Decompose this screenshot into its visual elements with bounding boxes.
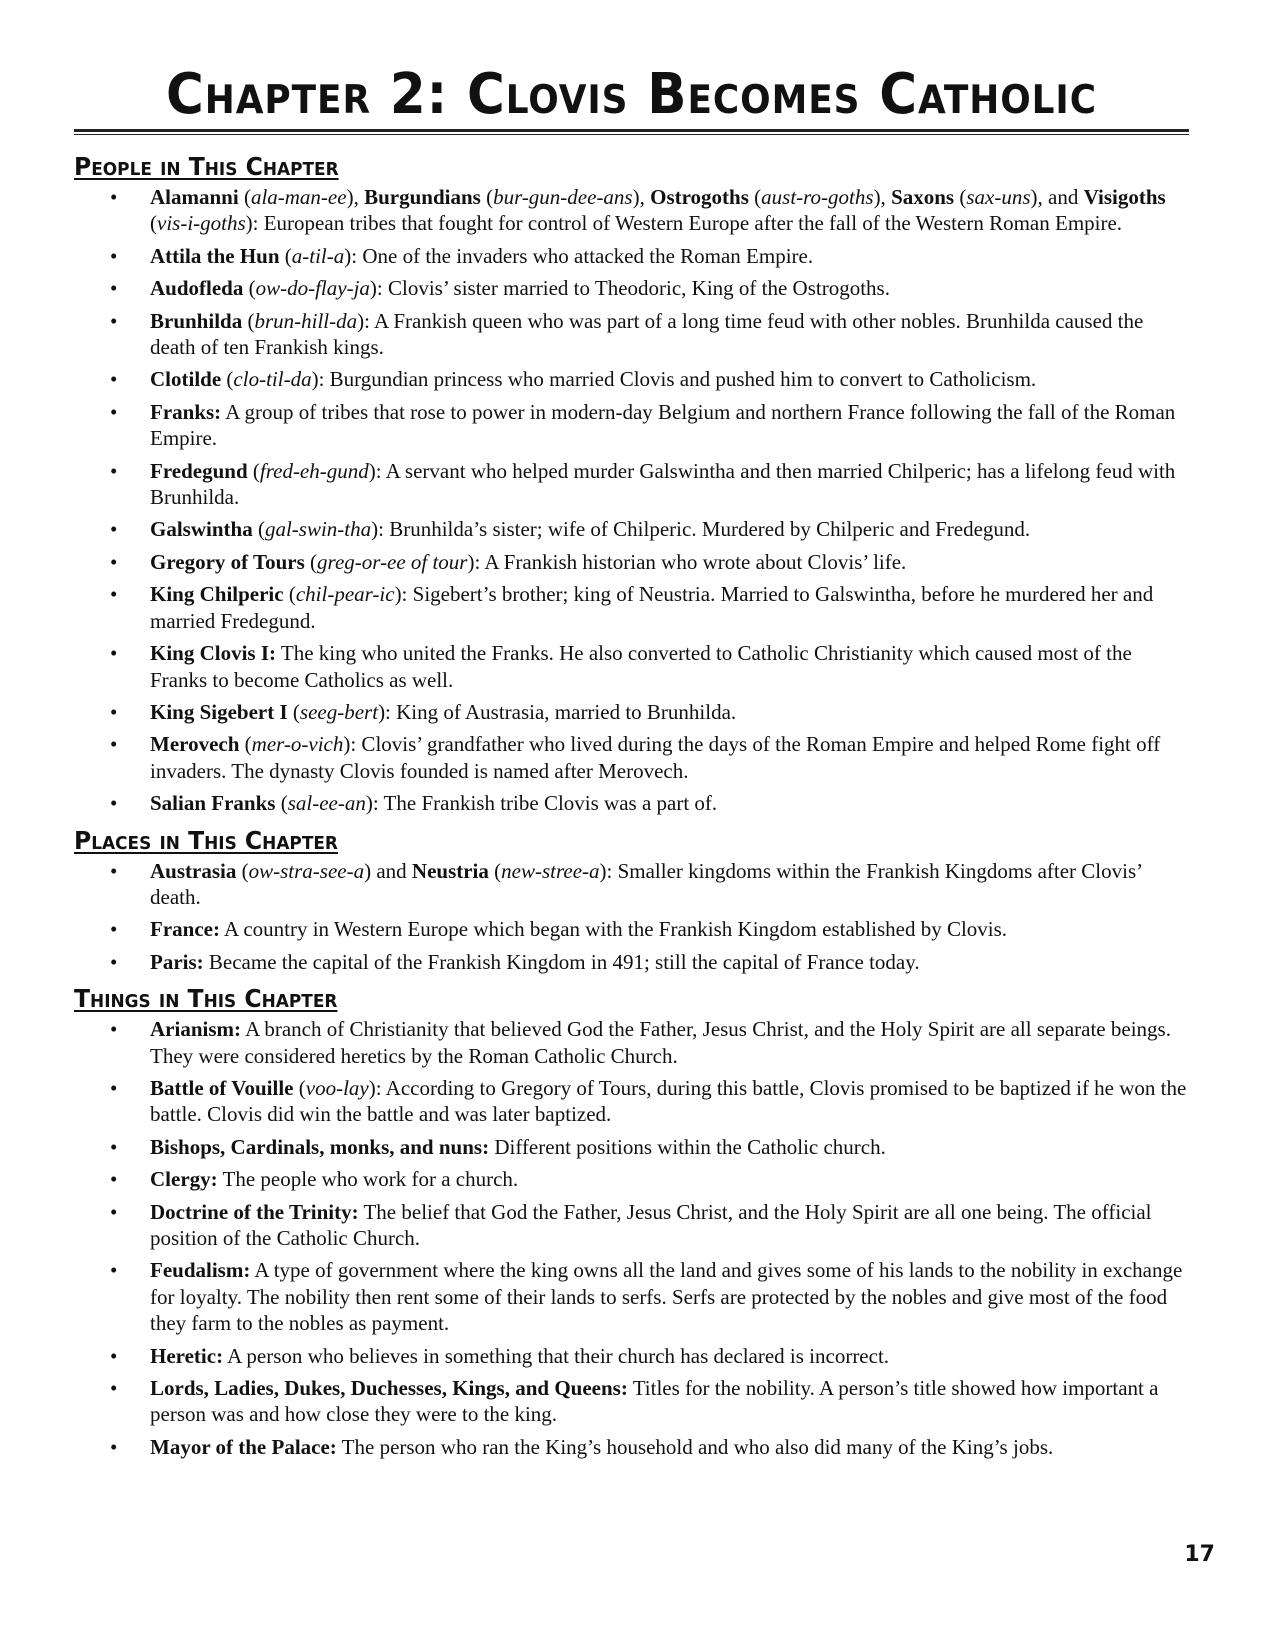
glossary-entry — [74, 399, 1189, 452]
glossary-entry — [74, 699, 1189, 725]
glossary-entry — [74, 1257, 1189, 1336]
entry-pronunciation: sax-uns — [966, 185, 1031, 209]
entry-term: Battle of Vouille — [150, 1075, 294, 1100]
entry-text: ): Clovis’ grandfather who lived during the days of the Roman Empire and helped Rome fight off invaders. The dynasty Clovis founded is named after Merovech. — [150, 732, 1161, 783]
chapter-glossary — [74, 150, 1189, 1467]
bullet-icon: • — [110, 1376, 118, 1401]
entry-text: A branch of Christianity that believed God the Father, Jesus Christ, and the Holy Spirit are all separate beings. They were considered heretics by the Roman Catholic Church. — [150, 1017, 1171, 1068]
entry-text: ( — [221, 367, 234, 392]
entry-text: ): Brunhilda’s sister; wife of Chilperic. Murdered by Chilperic and Fredegund. — [371, 517, 1031, 542]
entry-term: Paris: — [150, 949, 204, 974]
section-heading: People in This Chapter — [74, 152, 339, 181]
entry-text: ): The Frankish tribe Clovis was a part of. — [365, 791, 718, 816]
entry-pronunciation: ow-stra-see-a — [248, 858, 365, 883]
bullet-icon: • — [110, 1134, 118, 1159]
bullet-icon: • — [110, 1199, 118, 1224]
entry-text: A person who believes in something that their church has declared is incorrect. — [223, 1343, 890, 1368]
glossary-entry — [74, 516, 1189, 542]
bullet-icon: • — [110, 1434, 118, 1459]
entry-text: ( — [275, 791, 288, 816]
entry-term: Bishops, Cardinals, monks, and nuns: — [150, 1134, 490, 1159]
bullet-icon: • — [110, 308, 118, 333]
entry-text: The people who work for a church. — [217, 1167, 519, 1192]
glossary-entry — [74, 1375, 1189, 1428]
places-section — [74, 824, 1189, 976]
bullet-icon: • — [110, 458, 118, 483]
glossary-entry — [74, 858, 1189, 911]
entry-term: King Clovis I: — [150, 641, 277, 666]
glossary-entry — [74, 1166, 1189, 1192]
entry-term: Doctrine of the Trinity: — [150, 1199, 359, 1224]
bullet-icon: • — [110, 1343, 118, 1368]
entry-term: King Sigebert I — [150, 699, 288, 724]
entry-text: ): Burgundian princess who married Clovis and pushed him to convert to Catholicism. — [311, 367, 1037, 392]
entry-term: Saxons — [891, 185, 955, 209]
bullet-icon: • — [110, 517, 118, 542]
entry-text: ): A Frankish historian who wrote about Clovis’ life. — [467, 549, 907, 574]
entry-text: A country in Western Europe which began with the Frankish Kingdom established by Clovis. — [219, 917, 1008, 942]
bullet-icon: • — [110, 791, 118, 816]
entry-pronunciation: brun-hill-da — [254, 308, 358, 333]
entry-pronunciation: ow-do-flay-ja — [255, 276, 370, 301]
glossary-entry — [74, 1016, 1189, 1069]
entry-text: ( — [480, 185, 494, 209]
entry-text: The king who united the Franks. He also converted to Catholic Christianity which caused most of the Franks to become Catholics as well. — [150, 641, 1132, 692]
glossary-entry — [74, 1199, 1189, 1252]
entry-term: Visigoths — [1083, 185, 1166, 209]
entry-text: ( — [279, 243, 292, 268]
bullet-icon: • — [110, 367, 118, 392]
entry-text: ( — [252, 517, 265, 542]
entry-text: ): A servant who helped murder Galswintha and then married Chilperic; has a lifelong feud with Brunhilda. — [150, 458, 1176, 510]
entry-text: A type of government where the king owns all the land and gives some of his lands to the nobility in exchange for loyalty. The nobility then rent some of their lands to serfs. Serfs are protected by the nobles and give most of the food they farm to the nobles as payment. — [150, 1258, 1183, 1336]
entry-pronunciation: aust-ro-goths — [761, 185, 874, 209]
entry-term: Franks: — [150, 399, 222, 424]
glossary-entry — [74, 243, 1189, 269]
glossary-entry — [74, 731, 1189, 784]
glossary-entry — [74, 581, 1189, 634]
entry-pronunciation: bur-gun-dee-ans — [493, 185, 633, 209]
bullet-icon: • — [110, 1167, 118, 1192]
bullet-icon: • — [110, 699, 118, 724]
bullet-icon: • — [110, 1258, 118, 1283]
entry-text: ( — [236, 858, 249, 883]
entry-pronunciation: a-til-a — [291, 243, 345, 268]
entry-term: Neustria — [411, 858, 489, 883]
entry-term: Clergy: — [150, 1167, 218, 1192]
entry-text: ( — [150, 211, 157, 236]
glossary-entry — [74, 790, 1189, 816]
bullet-icon: • — [110, 949, 118, 974]
chapter-title: Chapter 2: Clovis Becomes Catholic — [166, 62, 1097, 127]
entry-text: Different positions within the Catholic church. — [489, 1134, 886, 1159]
entry-text: ): European tribes that fought for control of Western Europe after the fall of the Western Roman Empire. — [245, 211, 1123, 236]
title-rule-thin — [74, 134, 1189, 135]
glossary-entry — [74, 916, 1189, 942]
entry-text: Became the capital of the Frankish Kingdom in 491; still the capital of France today. — [203, 949, 920, 974]
entry-text: ( — [242, 308, 255, 333]
page-number: 17 — [1184, 1542, 1215, 1567]
entry-term: Audofleda — [150, 276, 244, 301]
entry-term: Austrasia — [150, 858, 237, 883]
entry-pronunciation: mer-o-vich — [251, 732, 344, 757]
glossary-entry — [74, 1134, 1189, 1160]
entry-text: Titles for the nobility. A person’s title showed how important a person was and how close they were to the king. — [150, 1376, 1159, 1427]
bullet-icon: • — [110, 641, 118, 666]
entry-term: Lords, Ladies, Dukes, Duchesses, Kings, and Queens: — [150, 1376, 628, 1401]
entry-text: ) and — [364, 858, 412, 883]
entry-pronunciation: sal-ee-an — [287, 791, 366, 816]
glossary-entry — [74, 308, 1189, 361]
bullet-icon: • — [110, 399, 118, 424]
title-rule-thick — [74, 129, 1189, 132]
entry-text: ( — [238, 185, 251, 209]
bullet-icon: • — [110, 582, 118, 607]
entry-text: The belief that God the Father, Jesus Christ, and the Holy Spirit are all one being. The official position of the Catholic Church. — [150, 1199, 1152, 1250]
entry-text: ( — [283, 582, 296, 607]
entry-term: Galswintha — [150, 517, 253, 542]
entry-text: ( — [748, 185, 762, 209]
entry-term: Brunhilda — [150, 308, 243, 333]
entry-pronunciation: clo-til-da — [233, 367, 312, 392]
glossary-list — [74, 184, 1189, 817]
entry-text: ( — [243, 276, 256, 301]
glossary-entry — [74, 366, 1189, 392]
entry-pronunciation: seeg-bert — [299, 699, 379, 724]
bullet-icon: • — [110, 1017, 118, 1042]
bullet-icon: • — [110, 1075, 118, 1100]
entry-text: ): A Frankish queen who was part of a long time feud with other nobles. Brunhilda caused the death of ten Frankish kings. — [150, 308, 1144, 360]
entry-term: France: — [150, 917, 220, 942]
glossary-entry — [74, 1343, 1189, 1369]
entry-pronunciation: gal-swin-tha — [264, 517, 372, 542]
entry-term: Feudalism: — [150, 1258, 251, 1283]
entry-text: ), — [873, 185, 892, 209]
entry-text: The person who ran the King’s household and who also did many of the King’s jobs. — [336, 1434, 1054, 1459]
entry-term: Attila the Hun — [150, 243, 280, 268]
entry-term: Burgundians — [364, 185, 481, 209]
entry-term: Gregory of Tours — [150, 549, 305, 574]
glossary-entry — [74, 549, 1189, 575]
glossary-entry — [74, 184, 1189, 237]
entry-text: ): Smaller kingdoms within the Frankish Kingdoms after Clovis’ death. — [150, 858, 1142, 909]
entry-text: ( — [287, 699, 300, 724]
bullet-icon: • — [110, 732, 118, 757]
entry-term: Arianism: — [150, 1017, 241, 1042]
entry-text: ( — [247, 458, 260, 483]
entry-pronunciation: greg-or-ee of tour — [317, 549, 468, 574]
entry-text: ): Sigebert’s brother; king of Neustria. Married to Galswintha, before he murdered her and married Fredegund. — [150, 582, 1154, 633]
bullet-icon: • — [110, 243, 118, 268]
entry-text: ): One of the invaders who attacked the Roman Empire. — [344, 243, 814, 268]
entry-term: Merovech — [150, 732, 240, 757]
glossary-entry — [74, 640, 1189, 693]
entry-text: ), and — [1030, 185, 1084, 209]
entry-pronunciation: chil-pear-ic — [295, 582, 395, 607]
entry-pronunciation: voo-lay — [305, 1075, 369, 1100]
entry-term: Salian Franks — [150, 791, 276, 816]
entry-text: ( — [293, 1075, 306, 1100]
entry-pronunciation: ala-man-ee — [250, 185, 347, 209]
entry-text: ), — [346, 185, 365, 209]
entry-pronunciation: vis-i-goths — [157, 211, 246, 236]
glossary-list — [74, 1016, 1189, 1460]
people-section — [74, 150, 1189, 817]
bullet-icon: • — [110, 185, 118, 209]
entry-term: Mayor of the Palace: — [150, 1434, 337, 1459]
bullet-icon: • — [110, 917, 118, 942]
glossary-entry — [74, 949, 1189, 975]
entry-text: A group of tribes that rose to power in modern-day Belgium and northern France following the fall of the Roman Empire. — [150, 399, 1176, 451]
entry-term: Clotilde — [150, 367, 222, 392]
entry-text: ( — [954, 185, 967, 209]
bullet-icon: • — [110, 549, 118, 574]
glossary-entry — [74, 1434, 1189, 1460]
entry-text: ( — [239, 732, 252, 757]
entry-term: King Chilperic — [150, 582, 284, 607]
section-heading: Things in This Chapter — [74, 984, 338, 1014]
things-section — [74, 982, 1189, 1460]
glossary-entry — [74, 458, 1189, 511]
entry-term: Fredegund — [150, 458, 248, 483]
entry-pronunciation: new-stree-a — [501, 858, 600, 883]
bullet-icon: • — [110, 858, 118, 883]
entry-text: ): Clovis’ sister married to Theodoric, King of the Ostrogoths. — [369, 276, 890, 301]
glossary-entry — [74, 1075, 1189, 1128]
entry-text: ), — [632, 185, 651, 209]
entry-text: ( — [488, 858, 502, 883]
entry-text: ): According to Gregory of Tours, during this battle, Clovis promised to be baptized if he won the battle. Clovis did win the battle and was later baptized. — [150, 1075, 1187, 1127]
entry-term: Ostrogoths — [650, 185, 749, 209]
entry-term: Heretic: — [150, 1343, 224, 1368]
entry-text: ( — [304, 549, 318, 574]
entry-pronunciation: fred-eh-gund — [259, 458, 369, 483]
section-heading: Places in This Chapter — [74, 825, 338, 855]
glossary-entry — [74, 275, 1189, 301]
glossary-list — [74, 858, 1189, 976]
bullet-icon: • — [110, 276, 118, 301]
entry-text: ): King of Austrasia, married to Brunhilda. — [378, 699, 737, 724]
entry-term: Alamanni — [150, 185, 239, 209]
